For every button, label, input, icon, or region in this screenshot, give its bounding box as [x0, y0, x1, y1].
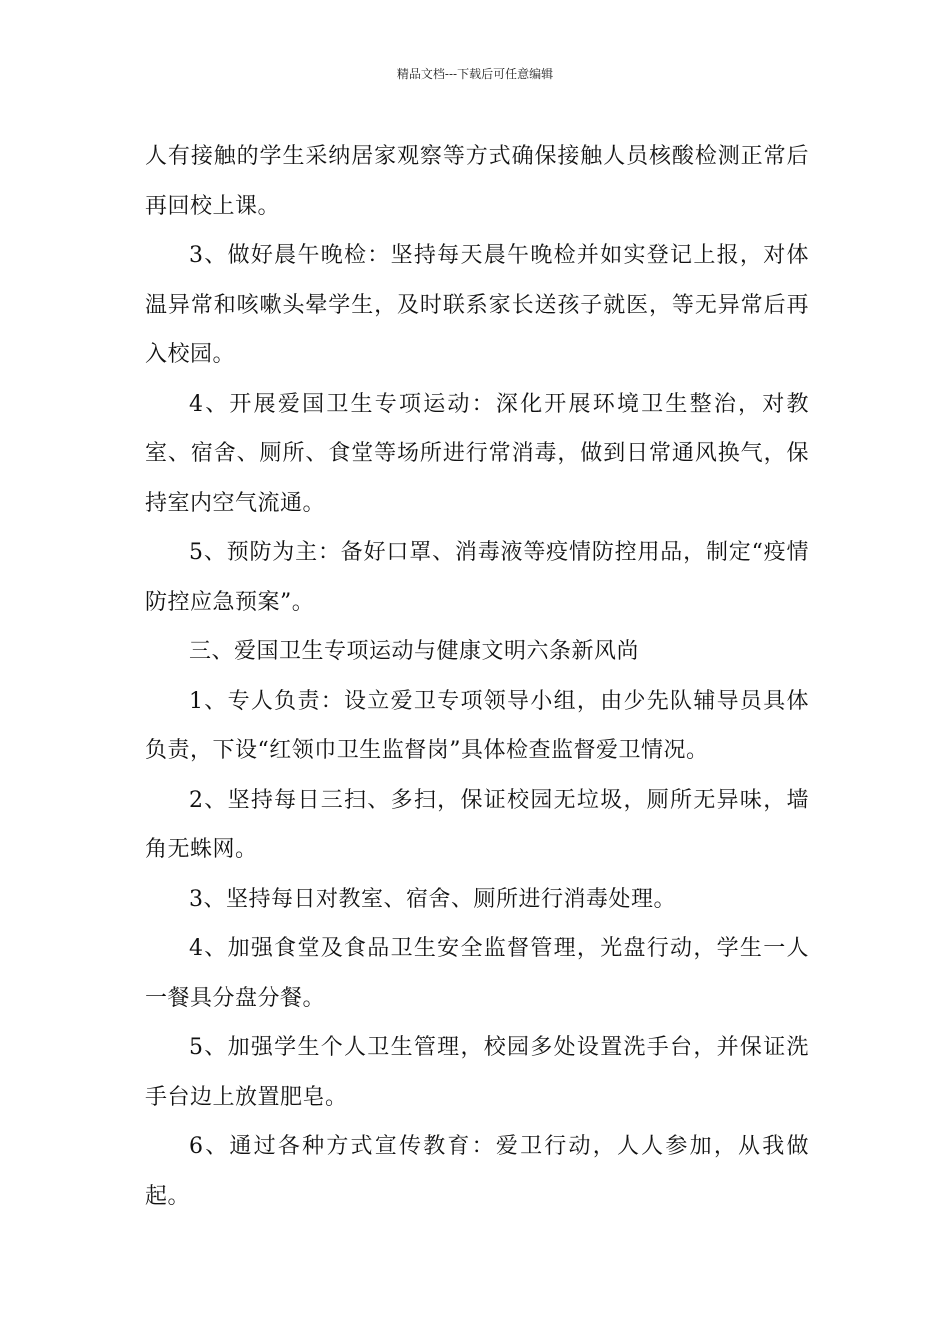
paragraph-item-2-cleaning: 2、坚持每日三扫、多扫，保证校园无垃圾，厕所无异味，墙角无蛛网。: [145, 787, 809, 862]
paragraph-item-4-patriotic-hygiene: 4、开展爱国卫生专项运动：深化开展环境卫生整治，对教室、宿舍、厕所、食堂等场所进行常消毒，做到日常通风换气，保持室内空气流通。: [145, 391, 809, 516]
paragraph-continuation: 人有接触的学生采纳居家观察等方式确保接触人员核酸检测正常后再回校上课。: [145, 144, 809, 219]
paragraph-item-3-morning-check: 3、做好晨午晚检：坚持每天晨午晚检并如实登记上报，对体温异常和咳嗽头晕学生，及时联系家长送孩子就医，等无异常后再入校园。: [145, 243, 809, 367]
paragraph-item-5-prevention: 5、预防为主：备好口罩、消毒液等疫情防控用品，制定“疫情防控应急预案”。: [145, 540, 809, 615]
paragraph-item-6-publicity: 6、通过各种方式宣传教育：爱卫行动，人人参加，从我做起。: [145, 1134, 809, 1209]
paragraph-item-1-responsibility: 1、专人负责：设立爱卫专项领导小组，由少先队辅导员具体负责，下设“红领巾卫生监督岗”具体检查监督爱卫情况。: [145, 688, 809, 763]
section-heading-3: 三、爱国卫生专项运动与健康文明六条新风尚: [189, 639, 640, 664]
paragraph-item-3-disinfection: 3、坚持每日对教室、宿舍、厕所进行消毒处理。: [189, 886, 676, 912]
document-body: [145, 132, 809, 1221]
paragraph-item-5-handwashing: 5、加强学生个人卫生管理，校园多处设置洗手台，并保证洗手台边上放置肥皂。: [145, 1035, 809, 1110]
page-header: 精品文档---下载后可任意编辑: [396, 67, 554, 81]
paragraph-item-4-canteen: 4、加强食堂及食品卫生安全监督管理，光盘行动，学生一人一餐具分盘分餐。: [145, 936, 809, 1011]
